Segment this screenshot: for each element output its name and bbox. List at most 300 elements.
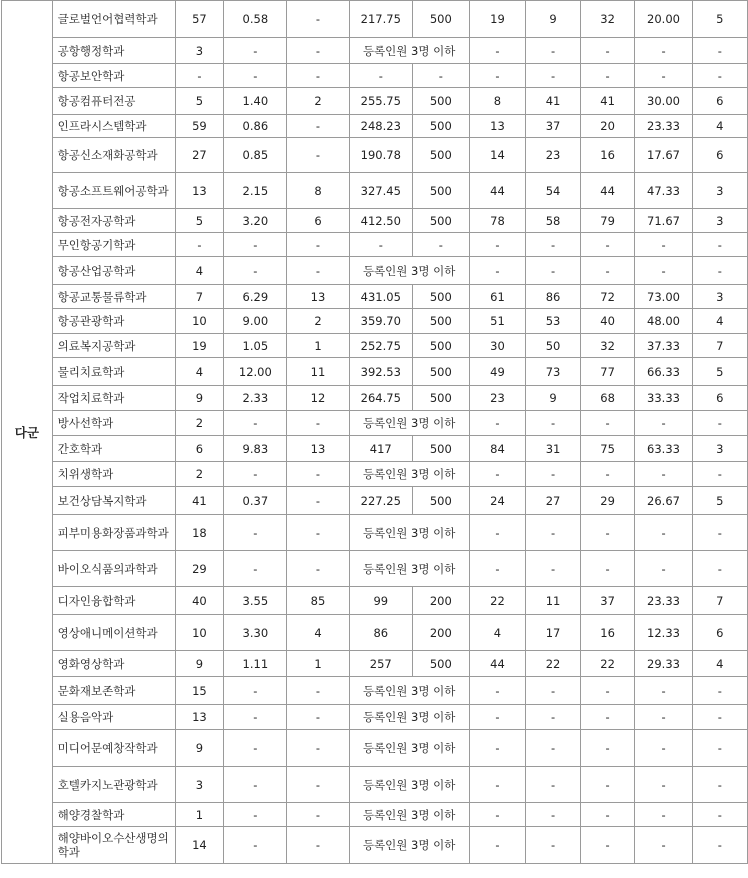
value-cell: - (635, 233, 692, 257)
value-cell: - (635, 705, 692, 730)
value-cell: - (692, 257, 747, 285)
value-cell: 9.83 (224, 436, 287, 462)
value-cell: 13 (287, 436, 349, 462)
note-cell: 등록인원 3명 이하 (349, 730, 469, 767)
value-cell: - (469, 705, 526, 730)
value-cell: - (635, 515, 692, 551)
value-cell: - (580, 803, 635, 827)
value-cell: 27 (175, 138, 224, 173)
department-name: 항공보안학과 (52, 64, 175, 88)
value-cell: 0.86 (224, 115, 287, 138)
value-cell: 9 (175, 651, 224, 677)
value-cell: 51 (469, 309, 526, 334)
value-cell: 85 (287, 587, 349, 615)
value-cell: 9 (526, 386, 581, 411)
value-cell: 13 (175, 705, 224, 730)
value-cell: - (526, 551, 581, 587)
value-cell: - (224, 257, 287, 285)
value-cell: 44 (469, 173, 526, 209)
value-cell: - (580, 827, 635, 864)
value-cell: 500 (412, 115, 469, 138)
value-cell: 49 (469, 358, 526, 386)
value-cell: 248.23 (349, 115, 412, 138)
value-cell: - (287, 767, 349, 803)
table-row (2, 1, 748, 38)
table-row (2, 705, 748, 730)
value-cell: 500 (412, 358, 469, 386)
table-row (2, 64, 748, 88)
value-cell: 4 (469, 615, 526, 651)
table-row (2, 436, 748, 462)
value-cell: - (635, 411, 692, 436)
value-cell: - (469, 64, 526, 88)
value-cell: 6 (287, 209, 349, 233)
table-row (2, 88, 748, 115)
value-cell: 20.00 (635, 1, 692, 38)
value-cell: 2 (287, 309, 349, 334)
value-cell: 6 (692, 386, 747, 411)
value-cell: - (469, 730, 526, 767)
department-name: 항공교통물류학과 (52, 285, 175, 309)
value-cell: 6 (692, 138, 747, 173)
department-name: 인프라시스템학과 (52, 115, 175, 138)
value-cell: 44 (580, 173, 635, 209)
department-name: 미디어문예창작학과 (52, 730, 175, 767)
value-cell: 30 (469, 334, 526, 358)
value-cell: 417 (349, 436, 412, 462)
department-name: 영상애니메이션학과 (52, 615, 175, 651)
value-cell: 500 (412, 651, 469, 677)
value-cell: 3 (692, 173, 747, 209)
value-cell: - (469, 462, 526, 487)
value-cell: 3.20 (224, 209, 287, 233)
value-cell: 84 (469, 436, 526, 462)
value-cell: 61 (469, 285, 526, 309)
department-name: 보건상담복지학과 (52, 487, 175, 515)
value-cell: - (469, 233, 526, 257)
value-cell: - (526, 767, 581, 803)
value-cell: 190.78 (349, 138, 412, 173)
value-cell: 50 (526, 334, 581, 358)
value-cell: 86 (526, 285, 581, 309)
value-cell: 32 (580, 1, 635, 38)
value-cell: - (635, 767, 692, 803)
value-cell: 29 (580, 487, 635, 515)
admission-results-table (1, 0, 748, 864)
value-cell: 14 (175, 827, 224, 864)
value-cell: 41 (580, 88, 635, 115)
table-row (2, 411, 748, 436)
department-name: 의료복지공학과 (52, 334, 175, 358)
value-cell: - (692, 233, 747, 257)
value-cell: 500 (412, 436, 469, 462)
department-name: 해양경찰학과 (52, 803, 175, 827)
value-cell: - (224, 767, 287, 803)
value-cell: - (692, 803, 747, 827)
value-cell: - (224, 730, 287, 767)
value-cell: 77 (580, 358, 635, 386)
value-cell: - (224, 551, 287, 587)
value-cell: 7 (692, 334, 747, 358)
value-cell: 66.33 (635, 358, 692, 386)
value-cell: 8 (469, 88, 526, 115)
value-cell: - (692, 64, 747, 88)
value-cell: - (526, 64, 581, 88)
table-row (2, 651, 748, 677)
value-cell: 14 (469, 138, 526, 173)
value-cell: 5 (175, 209, 224, 233)
value-cell: 3 (175, 38, 224, 64)
value-cell: 6 (692, 88, 747, 115)
value-cell: 23.33 (635, 115, 692, 138)
value-cell: 16 (580, 138, 635, 173)
group-label: 다군 (2, 1, 53, 864)
value-cell: - (412, 233, 469, 257)
value-cell: 22 (469, 587, 526, 615)
value-cell: 11 (526, 587, 581, 615)
value-cell: - (224, 64, 287, 88)
value-cell: 16 (580, 615, 635, 651)
value-cell: 71.67 (635, 209, 692, 233)
value-cell: 44 (469, 651, 526, 677)
value-cell: 327.45 (349, 173, 412, 209)
value-cell: 5 (175, 88, 224, 115)
value-cell: - (349, 233, 412, 257)
value-cell: 9 (526, 1, 581, 38)
value-cell: 59 (175, 115, 224, 138)
value-cell: 37 (580, 587, 635, 615)
value-cell: 17.67 (635, 138, 692, 173)
department-name: 피부미용화장품과학과 (52, 515, 175, 551)
value-cell: - (287, 827, 349, 864)
table-row (2, 487, 748, 515)
value-cell: - (692, 462, 747, 487)
value-cell: 500 (412, 209, 469, 233)
department-name: 항공신소재화공학과 (52, 138, 175, 173)
value-cell: 13 (175, 173, 224, 209)
value-cell: 3 (692, 285, 747, 309)
value-cell: 12 (287, 386, 349, 411)
table-row (2, 233, 748, 257)
table-row (2, 173, 748, 209)
value-cell: 29 (175, 551, 224, 587)
value-cell: 5 (692, 358, 747, 386)
value-cell: - (287, 233, 349, 257)
value-cell: - (224, 233, 287, 257)
value-cell: 5 (692, 1, 747, 38)
value-cell: 500 (412, 334, 469, 358)
table-row (2, 358, 748, 386)
value-cell: 10 (175, 615, 224, 651)
value-cell: 6 (692, 615, 747, 651)
table-row (2, 334, 748, 358)
value-cell: - (469, 677, 526, 705)
value-cell: 68 (580, 386, 635, 411)
value-cell: 79 (580, 209, 635, 233)
value-cell: - (469, 411, 526, 436)
value-cell: - (580, 411, 635, 436)
value-cell: - (224, 462, 287, 487)
department-name: 항공소프트웨어공학과 (52, 173, 175, 209)
table-row (2, 677, 748, 705)
value-cell: - (287, 1, 349, 38)
value-cell: 3.30 (224, 615, 287, 651)
value-cell: 4 (175, 257, 224, 285)
table-row (2, 309, 748, 334)
value-cell: 412.50 (349, 209, 412, 233)
department-name: 항공전자공학과 (52, 209, 175, 233)
department-name: 공항행정학과 (52, 38, 175, 64)
value-cell: 4 (175, 358, 224, 386)
value-cell: 41 (526, 88, 581, 115)
value-cell: 4 (692, 651, 747, 677)
table-row (2, 767, 748, 803)
value-cell: 86 (349, 615, 412, 651)
value-cell: - (469, 767, 526, 803)
value-cell: 2.33 (224, 386, 287, 411)
table-row (2, 138, 748, 173)
value-cell: - (287, 487, 349, 515)
value-cell: 11 (287, 358, 349, 386)
value-cell: 13 (469, 115, 526, 138)
value-cell: 23 (526, 138, 581, 173)
value-cell: 18 (175, 515, 224, 551)
value-cell: - (224, 803, 287, 827)
department-name: 글로벌언어협력학과 (52, 1, 175, 38)
department-name: 무인항공기학과 (52, 233, 175, 257)
value-cell: - (224, 705, 287, 730)
value-cell: - (526, 38, 581, 64)
value-cell: 500 (412, 173, 469, 209)
value-cell: 63.33 (635, 436, 692, 462)
value-cell: - (224, 827, 287, 864)
value-cell: 13 (287, 285, 349, 309)
value-cell: - (635, 677, 692, 705)
table-row (2, 285, 748, 309)
value-cell: 500 (412, 88, 469, 115)
value-cell: 1.11 (224, 651, 287, 677)
value-cell: 53 (526, 309, 581, 334)
value-cell: - (635, 730, 692, 767)
department-name: 항공컴퓨터전공 (52, 88, 175, 115)
department-name: 치위생학과 (52, 462, 175, 487)
value-cell: - (526, 462, 581, 487)
value-cell: 23.33 (635, 587, 692, 615)
note-cell: 등록인원 3명 이하 (349, 705, 469, 730)
value-cell: 9 (175, 386, 224, 411)
value-cell: 33.33 (635, 386, 692, 411)
note-cell: 등록인원 3명 이하 (349, 462, 469, 487)
value-cell: 29.33 (635, 651, 692, 677)
department-name: 방사선학과 (52, 411, 175, 436)
department-name: 물리치료학과 (52, 358, 175, 386)
value-cell: 9.00 (224, 309, 287, 334)
value-cell: - (580, 462, 635, 487)
table-row (2, 803, 748, 827)
value-cell: 392.53 (349, 358, 412, 386)
value-cell: - (635, 257, 692, 285)
value-cell: 500 (412, 138, 469, 173)
value-cell: 227.25 (349, 487, 412, 515)
value-cell: - (692, 515, 747, 551)
value-cell: 1 (287, 334, 349, 358)
value-cell: - (580, 233, 635, 257)
department-name: 호텔카지노관광학과 (52, 767, 175, 803)
value-cell: 500 (412, 285, 469, 309)
table-row (2, 730, 748, 767)
value-cell: - (526, 515, 581, 551)
value-cell: - (175, 233, 224, 257)
value-cell: 9 (175, 730, 224, 767)
table-row (2, 386, 748, 411)
value-cell: - (580, 551, 635, 587)
value-cell: 99 (349, 587, 412, 615)
note-cell: 등록인원 3명 이하 (349, 411, 469, 436)
table-row (2, 587, 748, 615)
value-cell: - (635, 64, 692, 88)
value-cell: - (526, 730, 581, 767)
value-cell: 73 (526, 358, 581, 386)
department-name: 디자인융합학과 (52, 587, 175, 615)
table-row (2, 257, 748, 285)
value-cell: 37 (526, 115, 581, 138)
value-cell: - (580, 257, 635, 285)
value-cell: - (635, 551, 692, 587)
value-cell: - (175, 64, 224, 88)
note-cell: 등록인원 3명 이하 (349, 257, 469, 285)
value-cell: - (526, 233, 581, 257)
value-cell: - (224, 411, 287, 436)
value-cell: - (469, 515, 526, 551)
value-cell: 57 (175, 1, 224, 38)
value-cell: - (526, 257, 581, 285)
value-cell: 3 (692, 436, 747, 462)
value-cell: 32 (580, 334, 635, 358)
note-cell: 등록인원 3명 이하 (349, 827, 469, 864)
value-cell: 1 (287, 651, 349, 677)
note-cell: 등록인원 3명 이하 (349, 515, 469, 551)
value-cell: - (287, 411, 349, 436)
value-cell: - (287, 115, 349, 138)
value-cell: 78 (469, 209, 526, 233)
value-cell: 26.67 (635, 487, 692, 515)
value-cell: 58 (526, 209, 581, 233)
value-cell: - (692, 551, 747, 587)
department-name: 해양바이오수산생명의학과 (52, 827, 175, 864)
table-row (2, 515, 748, 551)
value-cell: 264.75 (349, 386, 412, 411)
value-cell: 20 (580, 115, 635, 138)
value-cell: - (349, 64, 412, 88)
value-cell: 40 (580, 309, 635, 334)
department-name: 작업치료학과 (52, 386, 175, 411)
value-cell: - (287, 64, 349, 88)
value-cell: 1.05 (224, 334, 287, 358)
value-cell: 8 (287, 173, 349, 209)
value-cell: 6 (175, 436, 224, 462)
value-cell: - (580, 515, 635, 551)
value-cell: 500 (412, 1, 469, 38)
value-cell: 4 (692, 115, 747, 138)
value-cell: 37.33 (635, 334, 692, 358)
value-cell: - (287, 257, 349, 285)
value-cell: - (692, 827, 747, 864)
department-name: 항공관광학과 (52, 309, 175, 334)
value-cell: 47.33 (635, 173, 692, 209)
value-cell: - (526, 677, 581, 705)
value-cell: 5 (692, 487, 747, 515)
value-cell: - (526, 705, 581, 730)
value-cell: - (469, 551, 526, 587)
value-cell: - (692, 730, 747, 767)
value-cell: - (469, 38, 526, 64)
value-cell: - (224, 38, 287, 64)
value-cell: 19 (175, 334, 224, 358)
value-cell: - (469, 257, 526, 285)
value-cell: 54 (526, 173, 581, 209)
note-cell: 등록인원 3명 이하 (349, 38, 469, 64)
value-cell: 1 (175, 803, 224, 827)
department-name: 바이오식품의과학과 (52, 551, 175, 587)
department-name: 간호학과 (52, 436, 175, 462)
value-cell: 22 (526, 651, 581, 677)
note-cell: 등록인원 3명 이하 (349, 767, 469, 803)
department-name: 영화영상학과 (52, 651, 175, 677)
value-cell: 4 (692, 309, 747, 334)
value-cell: 0.58 (224, 1, 287, 38)
value-cell: 7 (175, 285, 224, 309)
value-cell: - (287, 515, 349, 551)
value-cell: 7 (692, 587, 747, 615)
value-cell: 72 (580, 285, 635, 309)
value-cell: - (526, 803, 581, 827)
value-cell: 257 (349, 651, 412, 677)
value-cell: - (224, 677, 287, 705)
value-cell: 2 (175, 411, 224, 436)
value-cell: 4 (287, 615, 349, 651)
value-cell: - (580, 705, 635, 730)
value-cell: 10 (175, 309, 224, 334)
value-cell: - (287, 551, 349, 587)
value-cell: - (526, 411, 581, 436)
value-cell: 22 (580, 651, 635, 677)
value-cell: - (692, 677, 747, 705)
value-cell: - (287, 705, 349, 730)
value-cell: - (287, 803, 349, 827)
value-cell: - (635, 803, 692, 827)
department-name: 실용음악과 (52, 705, 175, 730)
value-cell: 30.00 (635, 88, 692, 115)
value-cell: 500 (412, 309, 469, 334)
value-cell: - (469, 803, 526, 827)
table-row (2, 38, 748, 64)
department-name: 문화재보존학과 (52, 677, 175, 705)
note-cell: 등록인원 3명 이하 (349, 551, 469, 587)
value-cell: - (224, 515, 287, 551)
table-row (2, 115, 748, 138)
value-cell: 500 (412, 386, 469, 411)
value-cell: 41 (175, 487, 224, 515)
value-cell: - (692, 38, 747, 64)
value-cell: 75 (580, 436, 635, 462)
value-cell: 2 (175, 462, 224, 487)
value-cell: 12.33 (635, 615, 692, 651)
table-row (2, 615, 748, 651)
value-cell: - (526, 827, 581, 864)
value-cell: - (287, 462, 349, 487)
value-cell: 2 (287, 88, 349, 115)
value-cell: 200 (412, 587, 469, 615)
